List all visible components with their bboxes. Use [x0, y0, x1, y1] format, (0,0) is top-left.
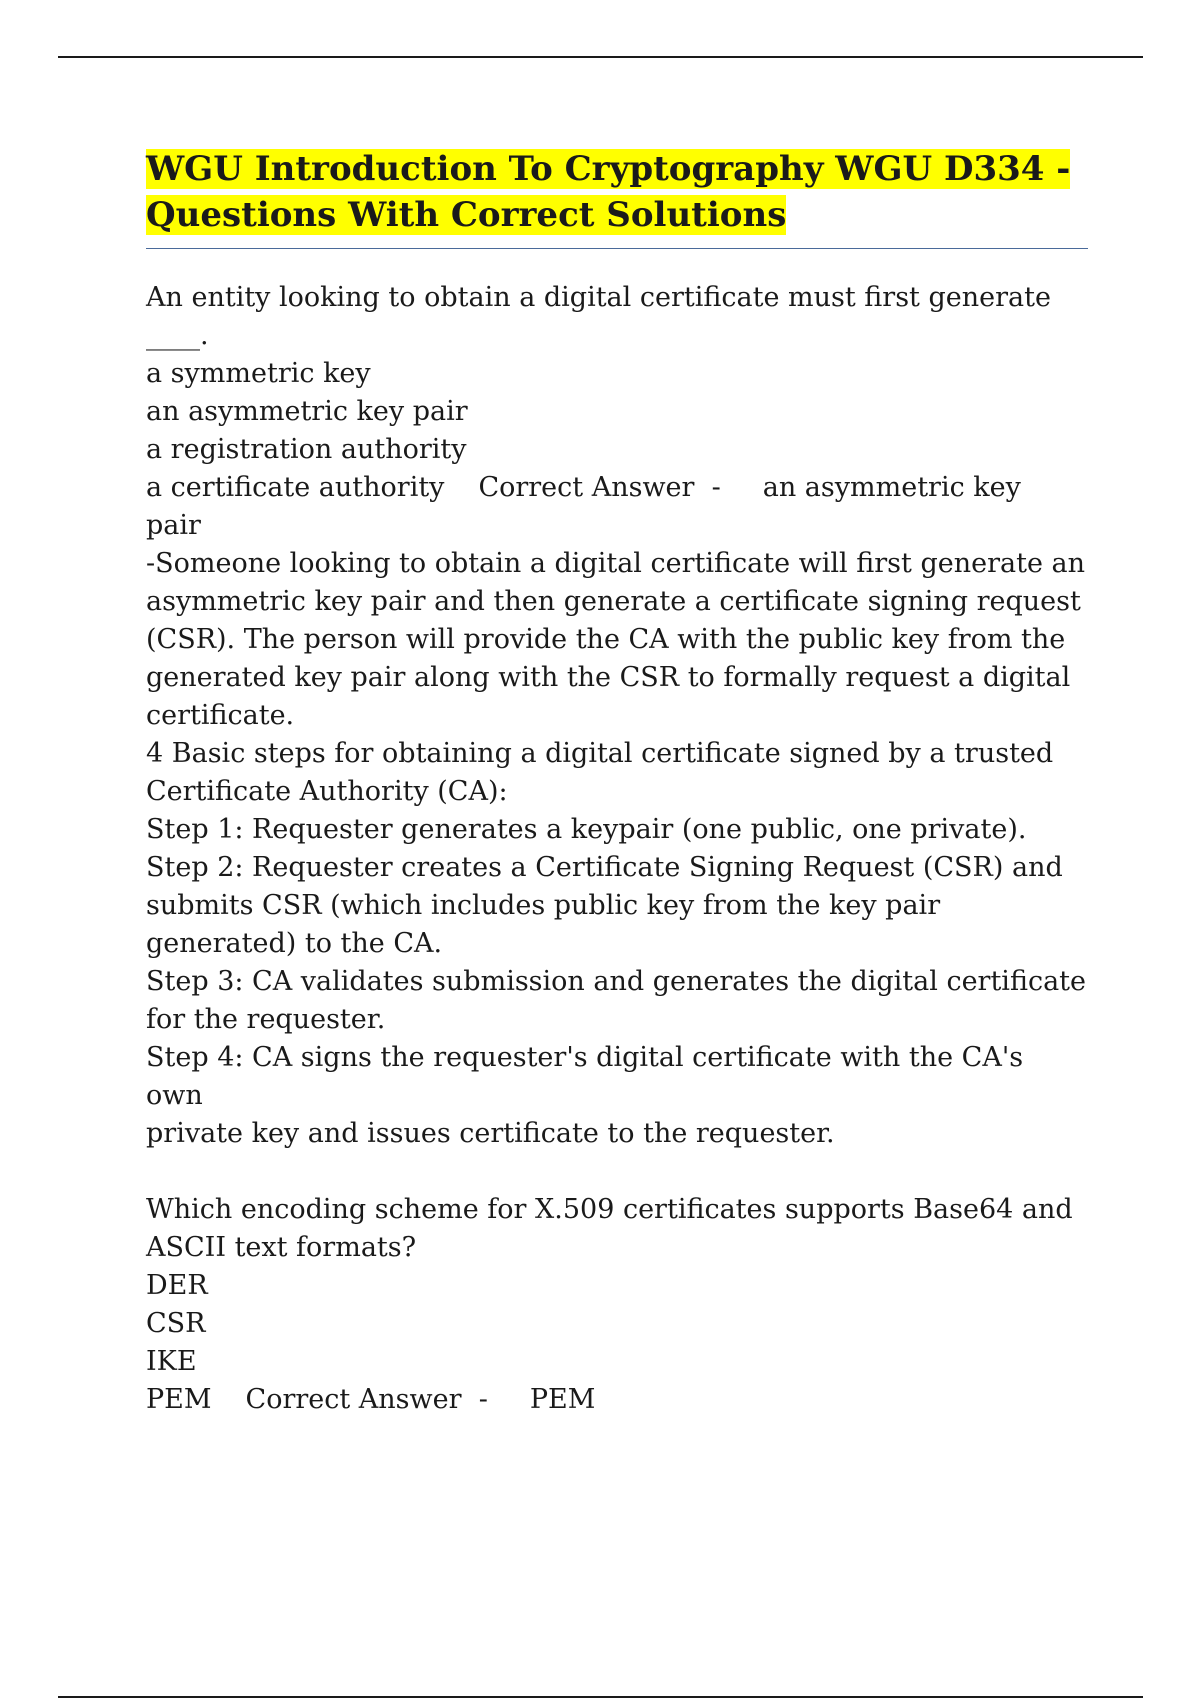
title-line-2: Questions With Correct Solutions	[146, 195, 787, 235]
q2-answer-value: PEM	[529, 1384, 596, 1415]
bottom-rule	[58, 1696, 1143, 1698]
qa-content	[146, 279, 1086, 1419]
document-body	[146, 146, 1086, 1419]
q2-option-3: IKE	[146, 1346, 197, 1377]
q1-option-1: a symmetric key	[146, 358, 371, 389]
q1-explanation-line: Step 4: CA signs the requester's digital certificate with the CA's own	[146, 1042, 1032, 1111]
q1-explanation-line: Step 2: Requester creates a Certificate Signing Request (CSR) and	[146, 852, 1063, 883]
q1-answer-value: an asymmetric key	[762, 472, 1021, 503]
q1-option-4: a certificate authority	[146, 472, 445, 503]
q2-answer-row	[146, 1381, 1086, 1419]
q1-explanation-line: Step 3: CA validates submission and generates the digital certificate	[146, 966, 1087, 997]
q1-explanation-line: -Someone looking to obtain a digital certificate will first generate an	[146, 548, 1085, 579]
paragraph-gap	[146, 1153, 1086, 1191]
q1-explanation-line: private key and issues certificate to the requester.	[146, 1118, 835, 1149]
q1-explanation-line: generated key pair along with the CSR to formally request a digital	[146, 662, 1071, 693]
q1-explanation-line: Certificate Authority (CA):	[146, 776, 508, 807]
q1-answer-row	[146, 469, 1086, 507]
q1-answer-label: Correct Answer -	[478, 472, 721, 503]
q2-option-2: CSR	[146, 1308, 206, 1339]
q2-question-line-2: ASCII text formats?	[146, 1232, 417, 1263]
document-title	[146, 146, 1086, 238]
title-line-1: WGU Introduction To Cryptography WGU D334 -	[146, 149, 1071, 189]
q1-explanation-line: for the requester.	[146, 1004, 386, 1035]
q1-explanation-line: submits CSR (which includes public key from the key pair	[146, 890, 941, 921]
q1-answer-value-cont: pair	[146, 510, 201, 541]
q1-question-line-2: ____.	[146, 320, 209, 351]
title-divider	[146, 248, 1088, 249]
q1-explanation-line: certificate.	[146, 700, 295, 731]
q1-explanation-line: Step 1: Requester generates a keypair (one public, one private).	[146, 814, 1027, 845]
q1-explanation-line: generated) to the CA.	[146, 928, 443, 959]
q1-question-line-1: An entity looking to obtain a digital certificate must first generate	[146, 282, 1051, 313]
top-rule	[58, 56, 1143, 58]
q1-explanation-line: (CSR). The person will provide the CA with the public key from the	[146, 624, 1066, 655]
q2-question-line-1: Which encoding scheme for X.509 certificates supports Base64 and	[146, 1194, 1073, 1225]
q1-explanation-line: 4 Basic steps for obtaining a digital certificate signed by a trusted	[146, 738, 1054, 769]
q1-explanation-line: asymmetric key pair and then generate a certificate signing request	[146, 586, 1081, 617]
q2-option-1: DER	[146, 1270, 208, 1301]
q1-option-3: a registration authority	[146, 434, 467, 465]
q1-option-2: an asymmetric key pair	[146, 396, 468, 427]
q2-option-4: PEM	[146, 1384, 212, 1415]
q2-answer-label: Correct Answer -	[245, 1384, 488, 1415]
